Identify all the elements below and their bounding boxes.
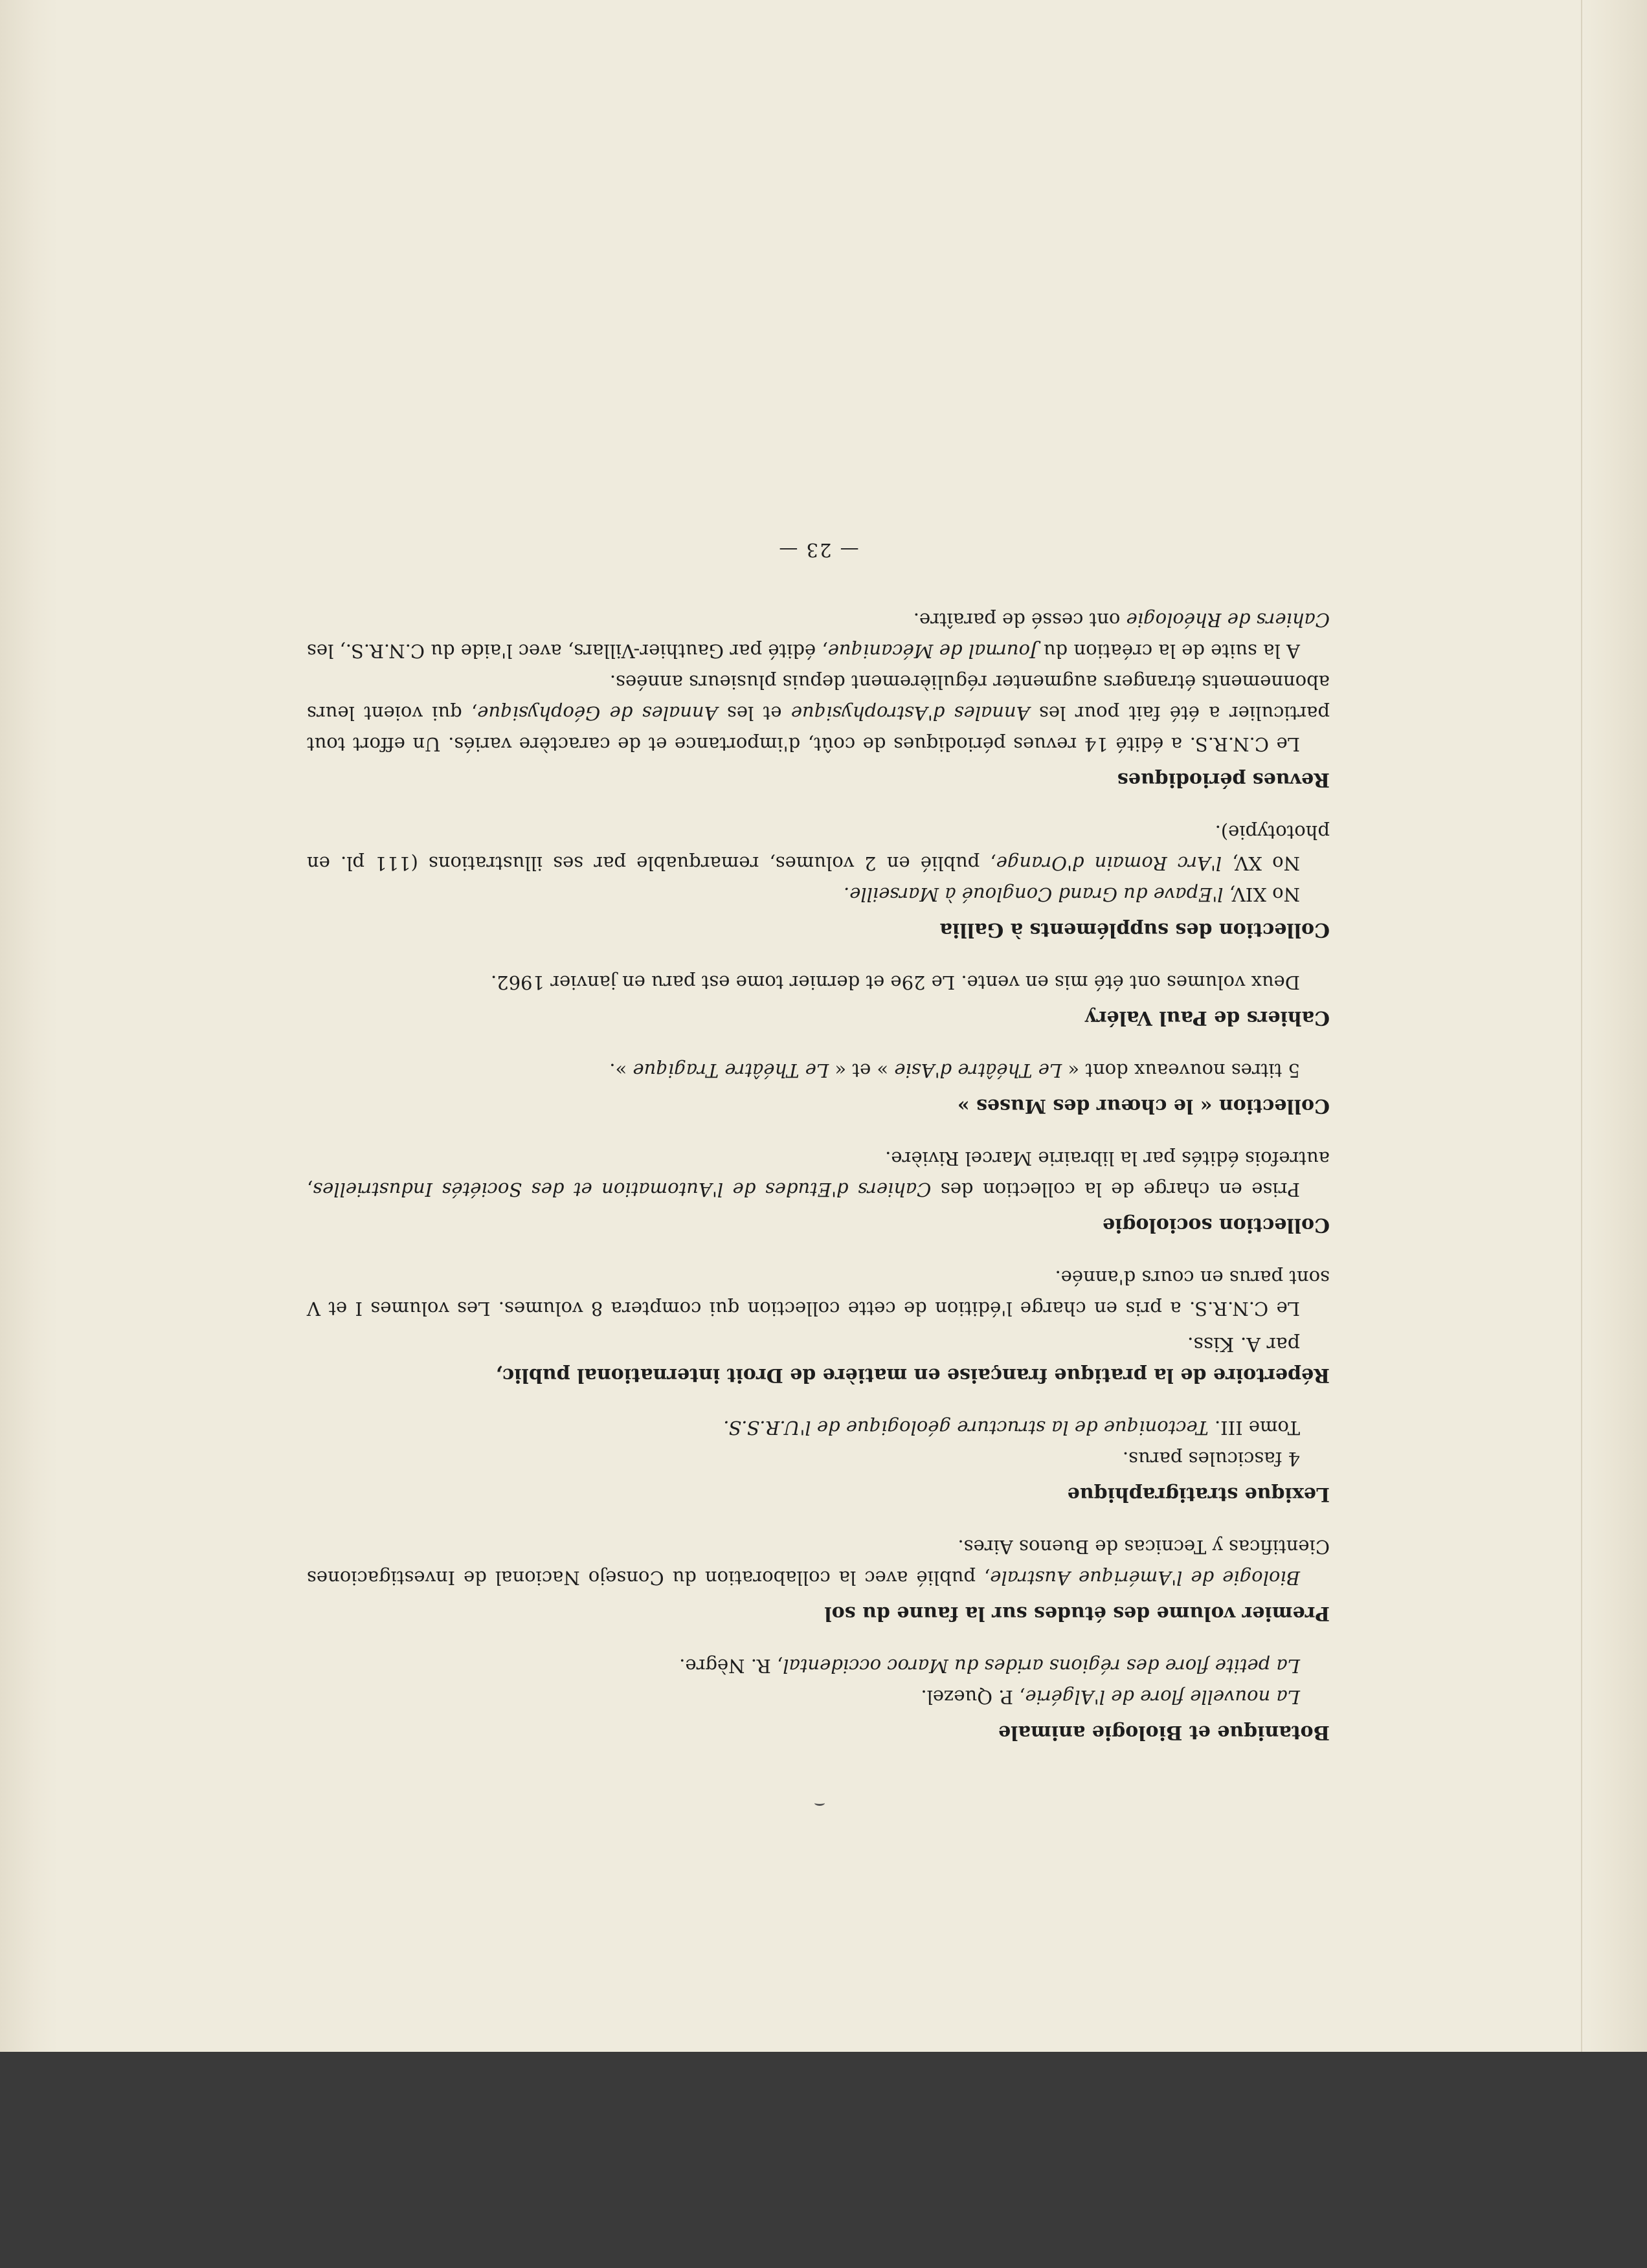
entry-no-xv	[307, 817, 1330, 879]
line-tome-iii	[307, 1412, 1330, 1443]
paragraph-text: , publié avec la collaboration du Consejo Nacional de Investigaciones Cientificas y Tecnicas de Buenos Aires.	[307, 1536, 1330, 1589]
section-heading-faune-sol: Premier volume des études sur la faune du sol	[824, 1602, 1330, 1625]
paragraph-text: Le C.N.R.S. a édité 14 revues périodiques de coût, d'importance et de caractère variés. Un effort tout particulier a été fait pour les	[307, 702, 1330, 755]
tome-label: Tome III.	[1208, 1417, 1300, 1439]
paragraph-text: , qui voient leurs abonnements étrangers augmenter régulièrement depuis plusieurs années.	[306, 671, 1330, 724]
italic-title: Cahiers de Rhéologie	[1126, 609, 1330, 631]
paragraph-text: , autrefois édités par la librairie Marcel Rivière.	[307, 1148, 1330, 1201]
paragraph-repertoire: Le C.N.R.S. a pris en charge l'édition de cette collection qui comptera 8 volumes. Les volumes I et V sont parus en cours d'année.	[307, 1267, 1330, 1320]
section-heading-botanique: Botanique et Biologie animale	[998, 1721, 1330, 1744]
paragraph-faune-sol	[307, 1531, 1330, 1594]
entry-author: , R. Nègre.	[679, 1655, 783, 1677]
italic-title: Le Théâtre Tragique	[633, 1060, 829, 1082]
italic-title: Cahiers d'Etudes de l'Automation et des Sociétés Industrielles	[313, 1179, 932, 1201]
paragraph-valery: Deux volumes ont été mis en vente. Le 29e et dernier tome est paru en janvier 1962.	[490, 972, 1300, 994]
page-text-block	[307, 535, 1330, 1748]
paragraph-revues-2	[307, 605, 1330, 667]
section-heading-sociologie: Collection sociologie	[1103, 1214, 1330, 1236]
italic-title: l'Epave du Grand Congloué à Marseille.	[843, 884, 1224, 906]
section-heading-gallia: Collection des suppléments à Gallia	[939, 918, 1330, 941]
paragraph-text: 5 titres nouveaux dont «	[1062, 1060, 1300, 1082]
italic-title: Le Théâtre d'Asie	[894, 1060, 1062, 1082]
paragraph-text: et les	[717, 702, 791, 724]
entry-title: La nouvelle flore de l'Algérie	[1025, 1686, 1300, 1708]
page-edge-shadow	[0, 0, 58, 2052]
entry-title: La petite flore des régions arides du Maroc occidental	[783, 1655, 1300, 1677]
page-number: — 23 —	[778, 539, 859, 561]
entry-author: , P. Quezel.	[921, 1686, 1025, 1708]
entry-flore-algerie	[307, 1682, 1330, 1713]
paragraph-text: ont cessé de paraître.	[913, 609, 1126, 631]
section-heading-lexique: Lexique stratigraphique	[1067, 1483, 1330, 1506]
paragraph-sociologie	[307, 1143, 1330, 1205]
paragraph-text: » et «	[829, 1060, 895, 1082]
heading-author: par A. Kiss.	[1187, 1333, 1300, 1355]
italic-title: Annales d'Astrophysique	[790, 702, 1030, 724]
speck-mark	[814, 1800, 825, 1806]
section-heading-valery: Cahiers de Paul Valéry	[1085, 1006, 1330, 1029]
section-heading-muses: Collection « le chœur des Muses »	[957, 1095, 1330, 1117]
italic-title: Tectonique de la structure géologique de l'U.R.S.S.	[723, 1417, 1209, 1439]
line-fascicules: 4 fascicules parus.	[1122, 1448, 1300, 1470]
italic-title: l'Arc Romain d'Orange	[996, 852, 1222, 874]
paragraph-text: A la suite de la création du	[1037, 640, 1300, 662]
section-heading-repertoire	[307, 1328, 1330, 1390]
entry-no-xiv	[307, 879, 1330, 910]
paragraph-text: ».	[609, 1060, 633, 1082]
number-label: No XIV,	[1223, 884, 1300, 906]
italic-title: Journal de Mécanique	[827, 640, 1038, 662]
entry-petite-flore	[307, 1651, 1330, 1682]
heading-text: Répertoire de la pratique française en matière de Droit international public,	[495, 1364, 1330, 1386]
paragraph-text: Prise en charge de la collection des	[931, 1179, 1300, 1201]
page-gutter-shadow	[1581, 0, 1647, 2052]
paragraph-text: , publié en 2 volumes, remarquable par ses illustrations (111 pl. en phototypie).	[307, 821, 1330, 874]
number-label: No XV,	[1222, 852, 1300, 874]
paragraph-muses	[307, 1055, 1330, 1086]
section-heading-revues: Revues périodiques	[1117, 768, 1330, 791]
italic-title: Annales de Géophysique	[477, 702, 718, 724]
paragraph-text: , édité par Gauthier-Villars, avec l'aide du C.N.R.S., les	[307, 640, 828, 662]
italic-title: Biologie de l'Amérique Australe	[990, 1567, 1300, 1589]
paragraph-revues-1	[307, 667, 1330, 760]
